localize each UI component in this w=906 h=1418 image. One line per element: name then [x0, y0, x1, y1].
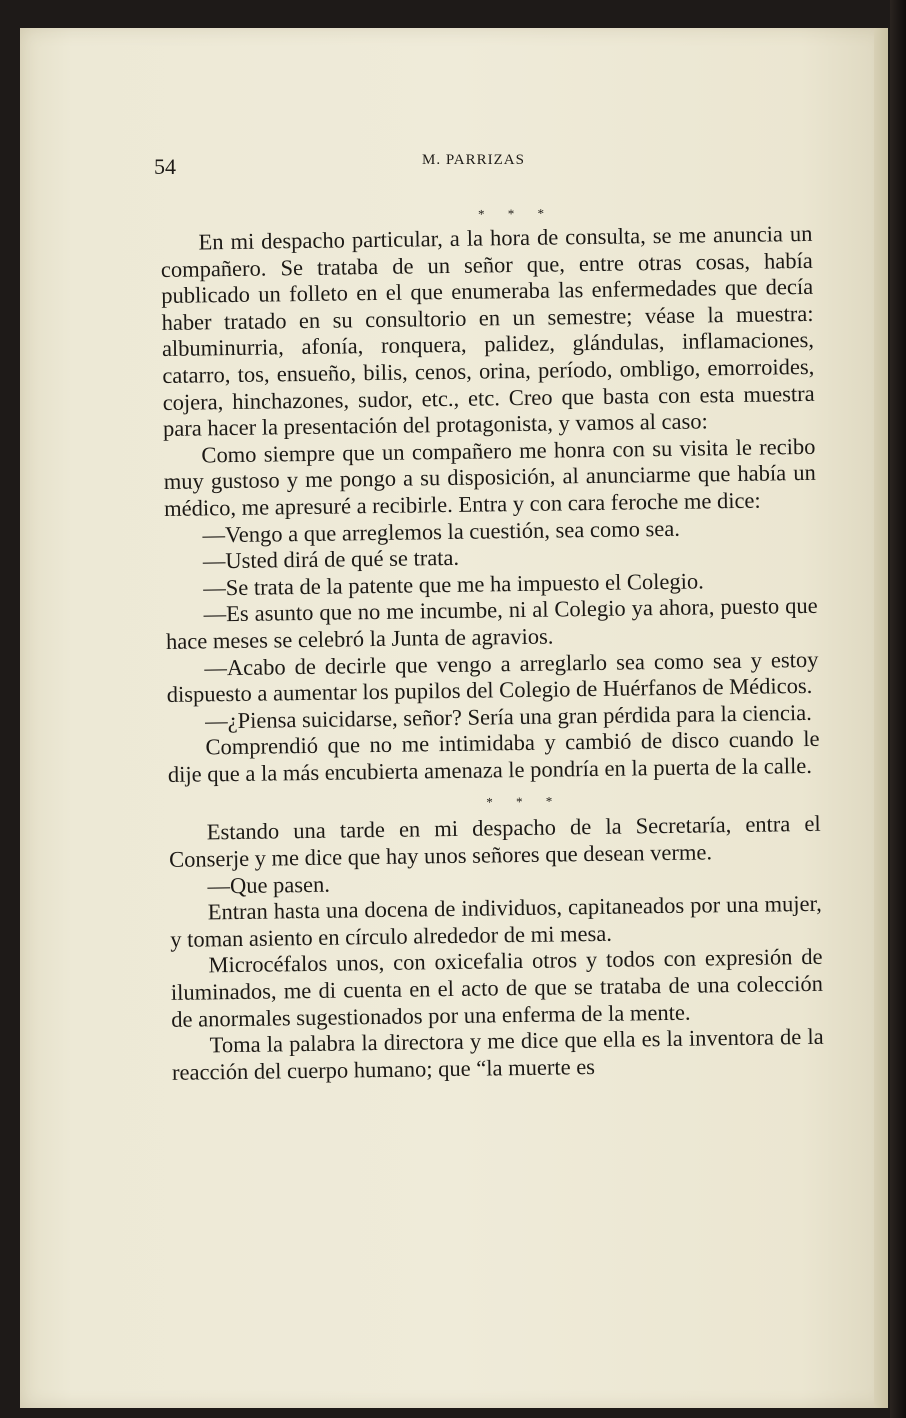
dialogue-line: —Es asunto que no me incumbe, ni al Colegio ya ahora, puesto que hace meses se celebró la Junta de agravios.	[165, 593, 818, 654]
page-number: 54	[154, 154, 176, 179]
dialogue-line: —Que pasen.	[207, 871, 331, 899]
section-separator: * * *	[478, 205, 555, 222]
running-head: M. PARRIZAS	[422, 152, 525, 168]
body-text	[160, 199, 824, 1086]
paragraph: Como siempre que un compañero me honra con su visita le recibo muy gustoso y me pongo a su disposición, al anunciarme que había un médico, me apresuré a recibirle. Entra y con cara feroche me dice:	[163, 433, 816, 521]
book-page	[20, 28, 888, 1408]
page-header	[20, 146, 888, 186]
section-separator: * * *	[486, 793, 563, 810]
paragraph: Entran hasta una docena de individuos, capitaneados por una mujer, y toman asiento en círculo alrededor de mi mesa.	[170, 891, 822, 952]
dialogue-line: —Se trata de la patente que me ha impuesto el Colegio.	[203, 568, 704, 601]
paragraph: Estando una tarde en mi despacho de la Secretaría, entra el Conserje y me dice que hay unos señores que desean verme.	[168, 811, 821, 872]
paragraph: En mi despacho particular, a la hora de consulta, se me anuncia un compañero. Se trataba de un señor que, entre otras cosas, había publicado un folleto en el que enumeraba las enfermedades que decía haber tratado en su consultorio en un semestre; véase la muestra: albuminurria, afonía, ronquera, palidez, glándulas, inflamaciones, catarro, tos, ensueño, bilis, cenos, orina, período, ombligo, emorroides, cojera, hinchazones, sudor, etc., etc. Creo que basta con esta muestra para hacer la presentación del protagonista, y vamos al caso:	[160, 220, 815, 442]
page-edge	[874, 28, 888, 1408]
paragraph: Microcéfalos unos, con oxicefalia otros y todos con expresión de iluminados, me di cuenta en el acto de que se trataba de una colección de anormales sugestionados por una enferma de la mente.	[170, 944, 824, 1032]
scan-border	[890, 0, 906, 1418]
dialogue-line: —Usted dirá de qué se trata.	[202, 544, 460, 574]
dialogue-line: —¿Piensa suicidarse, señor? Sería una gran pérdida para la ciencia.	[204, 699, 812, 734]
paragraph: Toma la palabra la directora y me dice que ella es la inventora de la reacción del cuerpo humano; que “la muerte es	[171, 1024, 824, 1085]
paragraph: Comprendió que no me intimidaba y cambió de disco cuando le dije que a la más encubierta amenaza le pondría en la puerta de la calle.	[167, 726, 820, 787]
dialogue-line: —Acabo de decirle que vengo a arreglarlo sea como sea y estoy dispuesto a aumentar los pupilos del Colegio de Huérfanos de Médicos.	[166, 646, 819, 708]
dialogue-line: —Vengo a que arreglemos la cuestión, sea como sea.	[202, 515, 681, 547]
